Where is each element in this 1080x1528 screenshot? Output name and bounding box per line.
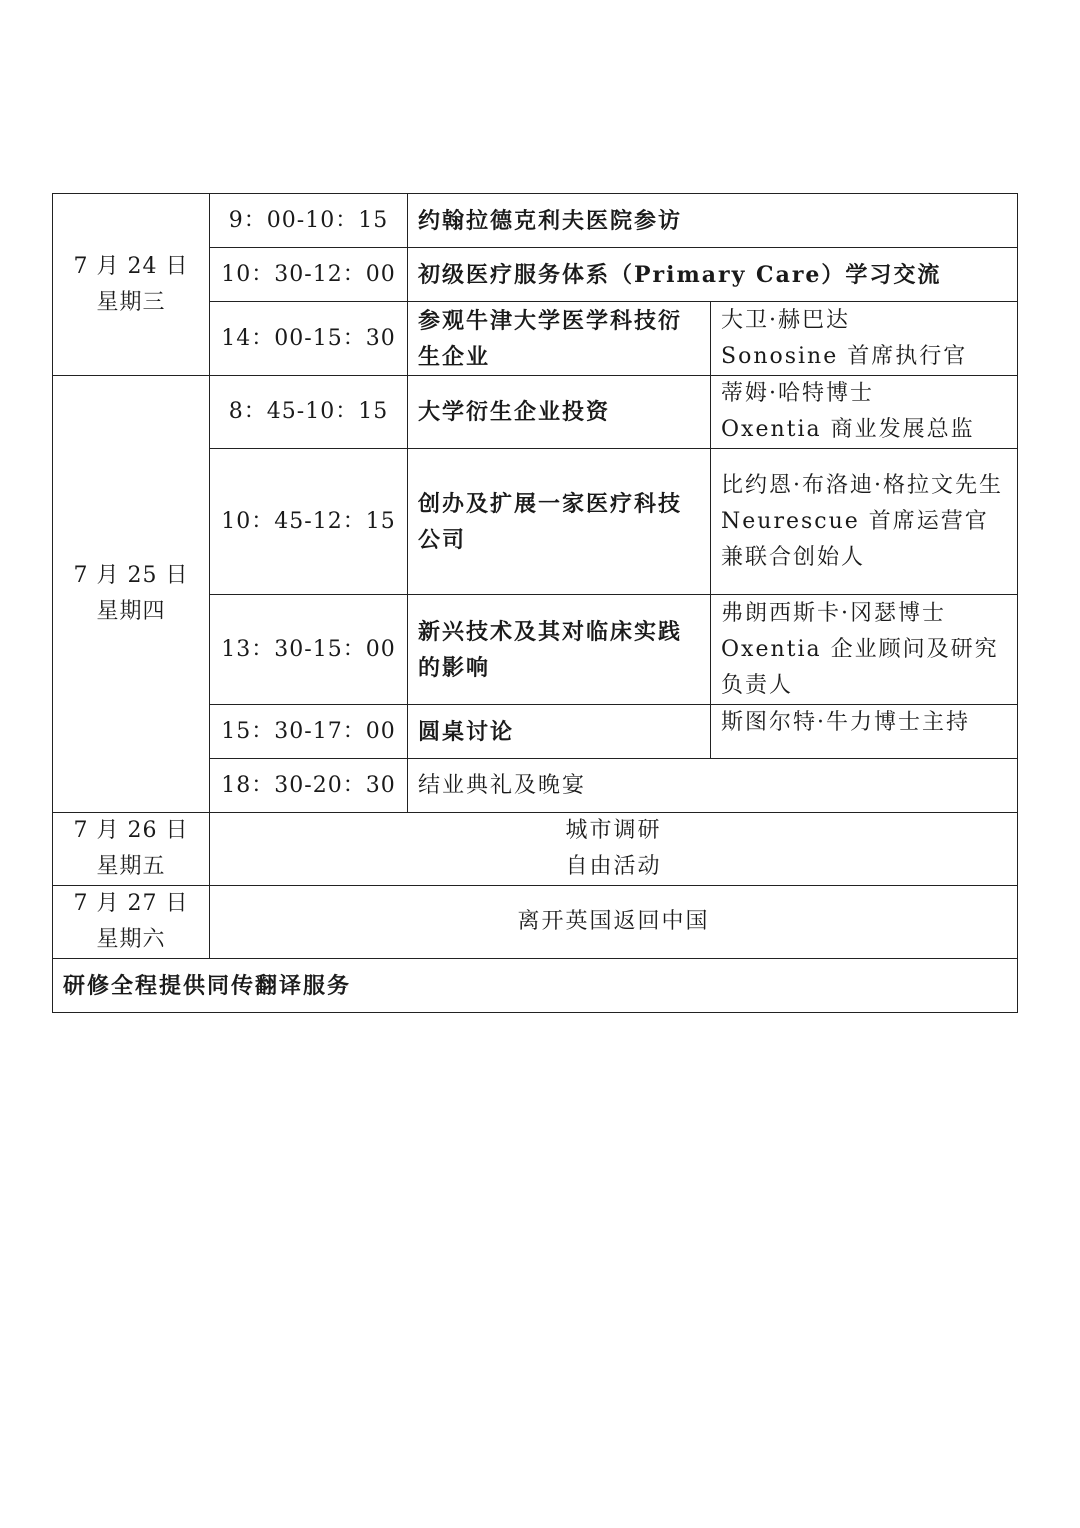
weekday-label: 星期四 bbox=[96, 599, 166, 624]
date-cell bbox=[53, 813, 210, 886]
speaker-cell bbox=[711, 302, 1018, 376]
speaker-cell bbox=[711, 705, 1018, 759]
weekday-label: 星期六 bbox=[96, 927, 166, 952]
date-cell bbox=[53, 886, 210, 959]
topic-cell: 圆桌讨论 bbox=[408, 705, 711, 759]
date-cell bbox=[53, 376, 210, 813]
time-cell: 15：30-17：00 bbox=[210, 705, 408, 759]
date-label: 7 月 25 日 bbox=[73, 563, 189, 588]
date-label: 7 月 24 日 bbox=[73, 253, 189, 279]
activity-line: 城市调研 bbox=[565, 818, 662, 843]
time-cell: 9：00-10：15 bbox=[210, 194, 408, 248]
activity-cell bbox=[210, 886, 1018, 959]
speaker-title: Sonosine 首席执行官 bbox=[721, 343, 968, 369]
activity-line: 自由活动 bbox=[565, 854, 662, 879]
speaker-cell bbox=[711, 449, 1018, 595]
weekday-label: 星期五 bbox=[96, 854, 166, 879]
time-cell: 14：00-15：30 bbox=[210, 302, 408, 376]
speaker-cell bbox=[711, 376, 1018, 449]
speaker-name: 比约恩·布洛迪·格拉文先生 bbox=[721, 472, 1003, 498]
table-row bbox=[53, 813, 1018, 886]
speaker-name: 蒂姆·哈特博士 bbox=[721, 381, 874, 406]
speaker-name: 斯图尔特·牛力博士主持 bbox=[721, 710, 970, 735]
topic-cell: 初级医疗服务体系（Primary Care）学习交流 bbox=[408, 248, 1018, 302]
table-row bbox=[53, 886, 1018, 959]
table-row bbox=[53, 194, 1018, 248]
date-label: 7 月 27 日 bbox=[73, 891, 189, 916]
topic-cell: 参观牛津大学医学科技衍生企业 bbox=[408, 302, 711, 376]
topic-cell: 约翰拉德克利夫医院参访 bbox=[408, 194, 1018, 248]
time-cell: 18：30-20：30 bbox=[210, 759, 408, 813]
time-cell: 13：30-15：00 bbox=[210, 595, 408, 705]
speaker-title: Oxentia 商业发展总监 bbox=[721, 417, 975, 442]
speaker-title: Oxentia 企业顾问及研究负责人 bbox=[721, 636, 999, 698]
speaker-cell bbox=[711, 595, 1018, 705]
activity-line: 离开英国返回中国 bbox=[517, 909, 710, 934]
topic-cell: 新兴技术及其对临床实践的影响 bbox=[408, 595, 711, 705]
time-cell: 10：45-12：15 bbox=[210, 449, 408, 595]
footer-note: 研修全程提供同传翻译服务 bbox=[53, 959, 1018, 1013]
time-cell: 10：30-12：00 bbox=[210, 248, 408, 302]
topic-cell: 创办及扩展一家医疗科技公司 bbox=[408, 449, 711, 595]
weekday-label: 星期三 bbox=[96, 289, 166, 315]
time-cell: 8：45-10：15 bbox=[210, 376, 408, 449]
date-cell bbox=[53, 194, 210, 376]
topic-cell: 大学衍生企业投资 bbox=[408, 376, 711, 449]
table-row bbox=[53, 959, 1018, 1013]
date-label: 7 月 26 日 bbox=[73, 818, 189, 843]
speaker-name: 弗朗西斯卡·冈瑟博士 bbox=[721, 600, 946, 626]
speaker-name: 大卫·赫巴达 bbox=[721, 307, 850, 333]
table-row bbox=[53, 376, 1018, 449]
topic-cell: 结业典礼及晚宴 bbox=[408, 759, 1018, 813]
schedule-table bbox=[52, 193, 1018, 1013]
activity-cell bbox=[210, 813, 1018, 886]
speaker-title: Neurescue 首席运营官兼联合创始人 bbox=[721, 508, 989, 570]
